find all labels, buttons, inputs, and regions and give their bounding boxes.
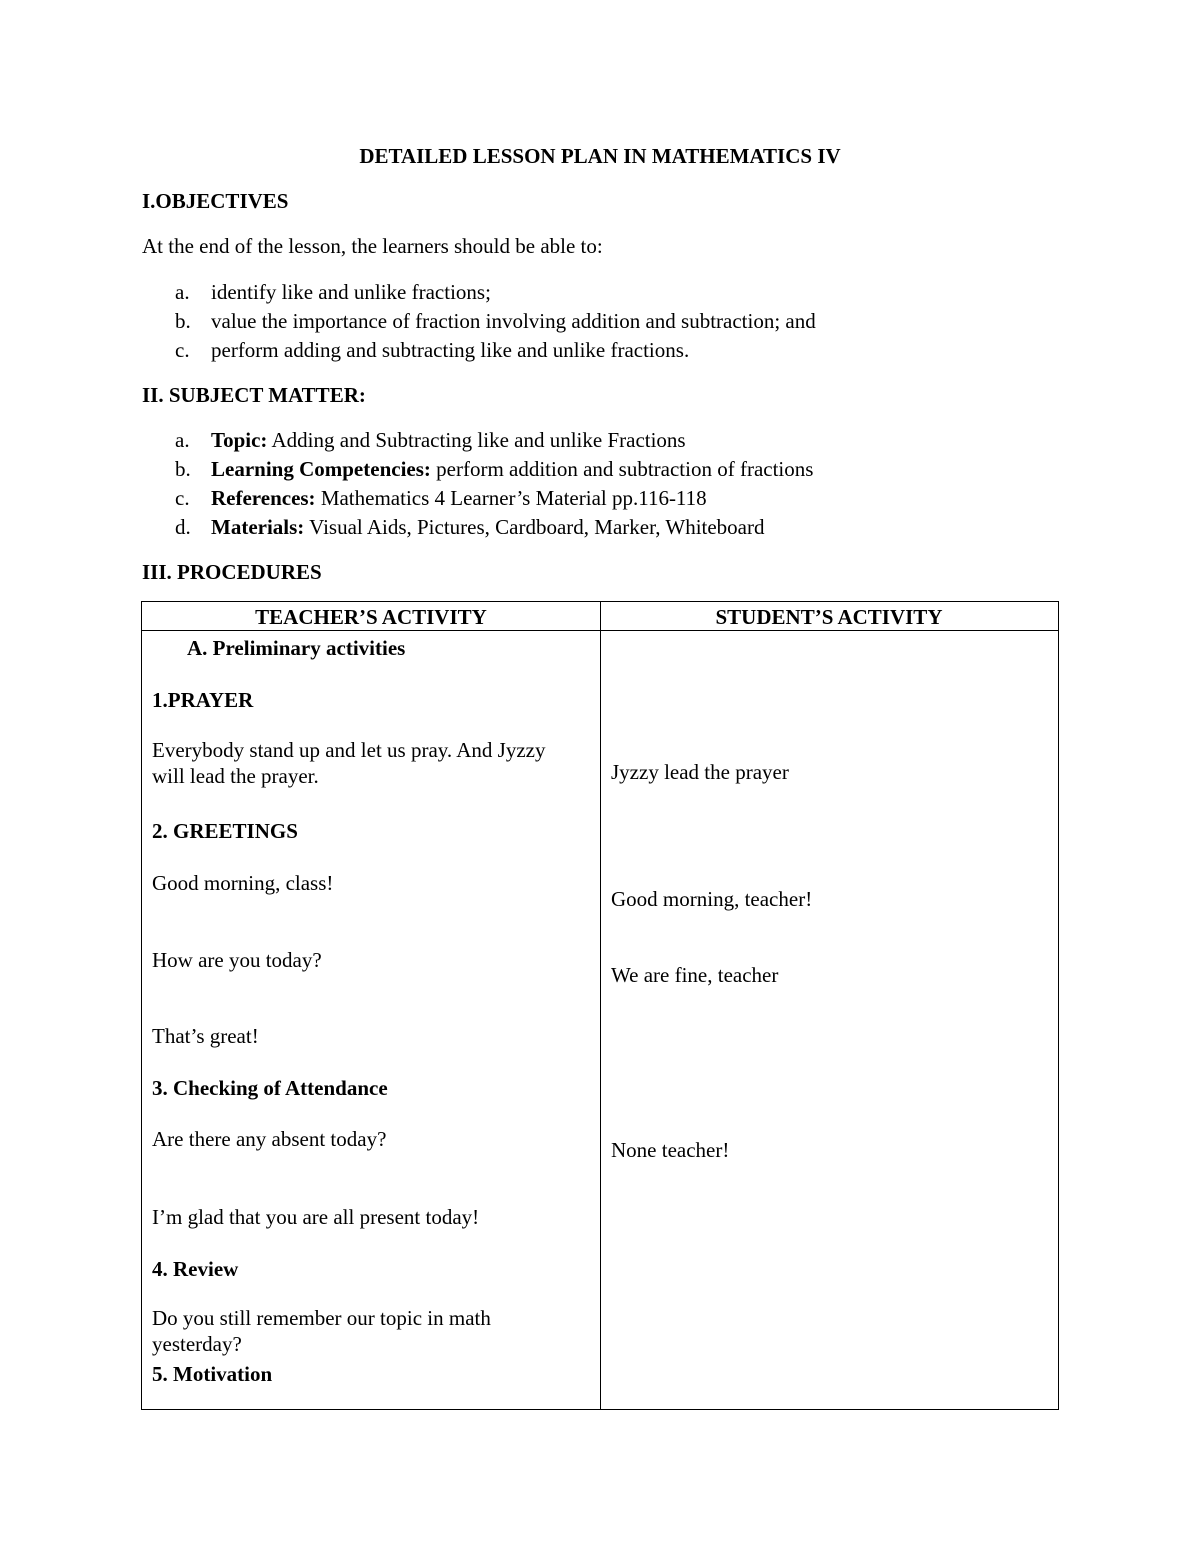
subject-letter: c. bbox=[175, 486, 190, 510]
attendance-heading: 3. Checking of Attendance bbox=[152, 1076, 388, 1100]
subject-value: Adding and Subtracting like and unlike Fractions bbox=[267, 428, 686, 452]
procedures-table bbox=[141, 601, 1059, 1410]
objective-letter: b. bbox=[175, 309, 191, 333]
attendance-remark: I’m glad that you are all present today! bbox=[152, 1205, 480, 1229]
subject-matter-heading: II. SUBJECT MATTER: bbox=[142, 383, 366, 407]
header-divider bbox=[142, 630, 1058, 631]
subject-item-competencies bbox=[211, 459, 813, 480]
subject-letter: d. bbox=[175, 515, 191, 539]
subject-label: Learning Competencies: bbox=[211, 457, 431, 481]
objectives-intro: At the end of the lesson, the learners should be able to: bbox=[142, 234, 603, 258]
subject-item-references bbox=[211, 488, 707, 509]
student-greeting: Good morning, teacher! bbox=[611, 887, 813, 911]
procedures-heading: III. PROCEDURES bbox=[142, 560, 322, 584]
teacher-reply: That’s great! bbox=[152, 1024, 259, 1048]
motivation-heading: 5. Motivation bbox=[152, 1362, 273, 1386]
subject-item-materials bbox=[211, 517, 765, 538]
objective-item: value the importance of fraction involving addition and subtraction; and bbox=[211, 309, 816, 333]
teacher-question: How are you today? bbox=[152, 948, 322, 972]
prayer-heading: 1.PRAYER bbox=[152, 688, 254, 712]
subject-item-topic bbox=[211, 430, 686, 451]
subject-label: References: bbox=[211, 486, 316, 510]
review-question: Do you still remember our topic in math yesterday? bbox=[152, 1306, 491, 1356]
student-activity-header: STUDENT’S ACTIVITY bbox=[715, 605, 943, 629]
greetings-heading: 2. GREETINGS bbox=[152, 819, 298, 843]
teacher-activity-header: TEACHER’S ACTIVITY bbox=[255, 605, 487, 629]
subject-value: perform addition and subtraction of fractions bbox=[430, 457, 814, 481]
prayer-instruction: Everybody stand up and let us pray. And Jyzzy will lead the prayer. bbox=[152, 738, 546, 788]
attendance-question: Are there any absent today? bbox=[152, 1127, 387, 1151]
preliminary-activities-heading: A. Preliminary activities bbox=[187, 636, 406, 660]
review-heading: 4. Review bbox=[152, 1257, 239, 1281]
teacher-greeting: Good morning, class! bbox=[152, 871, 334, 895]
subject-label: Materials: bbox=[211, 515, 305, 539]
subject-letter: a. bbox=[175, 428, 190, 452]
student-attendance-answer: None teacher! bbox=[611, 1138, 730, 1162]
subject-label: Topic: bbox=[211, 428, 268, 452]
subject-letter: b. bbox=[175, 457, 191, 481]
objective-letter: c. bbox=[175, 338, 190, 362]
objective-item: identify like and unlike fractions; bbox=[211, 280, 491, 304]
objective-item: perform adding and subtracting like and unlike fractions. bbox=[211, 338, 690, 362]
document-title: DETAILED LESSON PLAN IN MATHEMATICS IV bbox=[359, 144, 841, 168]
objectives-heading: I.OBJECTIVES bbox=[142, 189, 289, 213]
subject-value: Visual Aids, Pictures, Cardboard, Marker, Whiteboard bbox=[304, 515, 765, 539]
student-prayer-response: Jyzzy lead the prayer bbox=[611, 760, 789, 784]
column-divider bbox=[600, 602, 601, 1409]
student-answer: We are fine, teacher bbox=[611, 963, 779, 987]
objective-letter: a. bbox=[175, 280, 190, 304]
subject-value: Mathematics 4 Learner’s Material pp.116-118 bbox=[315, 486, 707, 510]
